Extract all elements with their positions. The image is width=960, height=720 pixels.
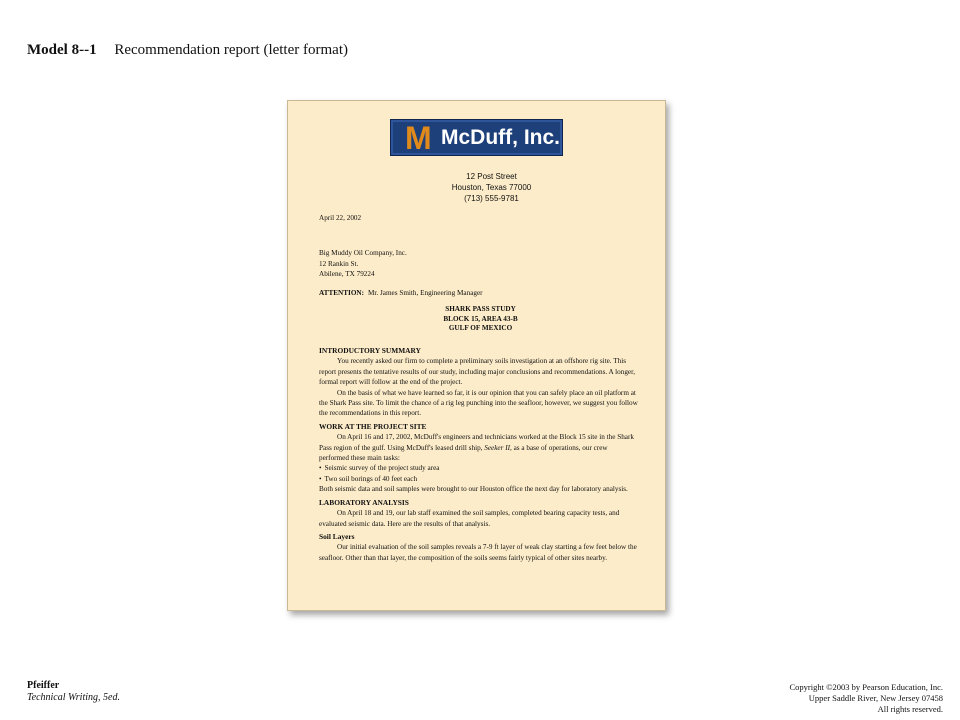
- model-label: Model 8--1: [27, 42, 97, 58]
- section-heading-work: WORK AT THE PROJECT SITE: [319, 421, 427, 431]
- subject-line: SHARK PASS STUDY: [445, 305, 516, 313]
- subject-line: BLOCK 15, AREA 43-B: [443, 314, 518, 323]
- soil-paragraph-1: Our initial evaluation of the soil samples reveals a 7-9 ft layer of weak clay starting a few feet below the seafloor. Other than that layer, the composition of the soils seems fairly typical of other sites nearby.: [319, 543, 637, 562]
- footer-attribution: [27, 680, 120, 704]
- list-item: • Two soil borings of 40 feet each: [319, 474, 639, 484]
- copyright-line: All rights reserved.: [877, 704, 943, 714]
- subject-block: [288, 305, 667, 334]
- recipient-line: Abilene, TX 79224: [319, 270, 375, 278]
- logo-name: McDuff, Inc.: [441, 126, 560, 149]
- ship-name: Seeker II: [484, 443, 511, 452]
- attention-label: ATTENTION:: [319, 289, 364, 297]
- work-paragraph-1: [319, 432, 639, 463]
- letter-body: [319, 343, 639, 563]
- section-heading-intro: INTRODUCTORY SUMMARY: [319, 346, 421, 355]
- footer-author: Pfeiffer: [27, 680, 60, 691]
- footer-copyright: [789, 682, 943, 715]
- section-heading-soil: Soil Layers: [319, 531, 355, 541]
- work-text-b: , as a base of operations, our crew performed these main tasks:: [319, 443, 608, 463]
- address-line: 12 Post Street: [466, 172, 517, 181]
- address-line: Houston, Texas 77000: [451, 183, 532, 192]
- recipient-address: [319, 248, 639, 280]
- letter-date: April 22, 2002: [319, 214, 362, 222]
- work-paragraph-2: Both seismic data and soil samples were brought to our Houston office the next day for laboratory analysis.: [319, 485, 628, 494]
- company-address: [288, 171, 667, 204]
- copyright-line: Copyright ©2003 by Pearson Education, Inc.: [789, 682, 943, 692]
- task-list: [319, 463, 639, 484]
- slide-title: [27, 42, 348, 59]
- company-logo: [390, 119, 563, 156]
- address-phone: (713) 555-9781: [464, 194, 519, 203]
- attention-value: Mr. James Smith, Engineering Manager: [368, 289, 483, 297]
- footer-book-title: Technical Writing, 5ed.: [27, 692, 120, 703]
- intro-paragraph-2: On the basis of what we have learned so far, it is our opinion that you can safely place an oil platform at the Shark Pass site. To limit the chance of a rig leg punching into the seafloor, however, we suggest you follow the recommendations in this report.: [319, 388, 638, 418]
- section-heading-lab: LABORATORY ANALYSIS: [319, 497, 409, 507]
- copyright-line: Upper Saddle River, New Jersey 07458: [808, 693, 943, 703]
- intro-paragraph-1: You recently asked our firm to complete a preliminary soils investigation at an offshore rig site. This report presents the tentative results of our study, including major conclusions and recommendations. A longer, formal report will follow at the end of the project.: [319, 357, 636, 387]
- list-item: • Seismic survey of the project study area: [319, 463, 639, 473]
- lab-paragraph-1: On April 18 and 19, our lab staff examined the soil samples, completed bearing capacity tests, and evaluated seismic data. Here are the results of that analysis.: [319, 509, 620, 528]
- slide-title-text: Recommendation report (letter format): [114, 42, 348, 58]
- attention-line: [319, 288, 639, 299]
- work-text-a: On April 16 and 17, 2002, McDuff's engineers and technicians worked at the Block 15 site in the Shark Pass region of the gulf. Using McDuff's leased drill ship,: [319, 433, 634, 452]
- recipient-line: 12 Rankin St.: [319, 259, 359, 268]
- letter-page: [287, 100, 666, 611]
- subject-line: GULF OF MEXICO: [448, 324, 513, 332]
- recipient-line: Big Muddy Oil Company, Inc.: [319, 249, 407, 257]
- logo-mark: M: [405, 120, 432, 156]
